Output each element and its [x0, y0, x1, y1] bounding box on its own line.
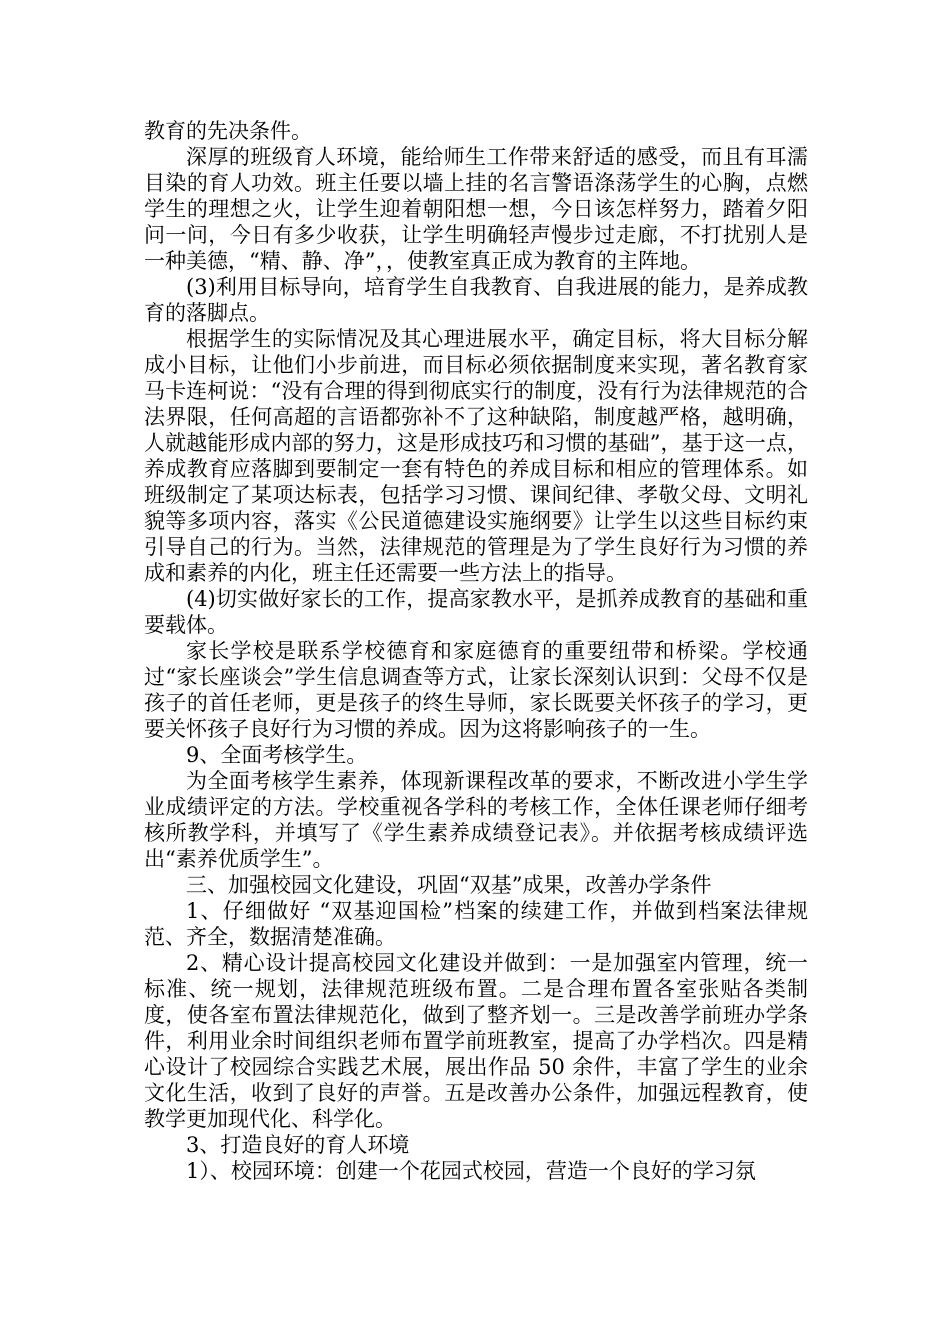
paragraph: 教育的先决条件。 [144, 119, 312, 143]
section-heading: 9、全面考核学生。 [186, 743, 368, 767]
paragraph: 根据学生的实际情况及其心理进展水平，确定目标，将大目标分解成小目标，让他们小步前进，而目标必须依据制度来实现，著名教育家马卡连柯说：“没有合理的得到彻底实行的制度，没有行为法律规范的合法界限，任何高超的言语都弥补不了这种缺陷，制度越严格，越明确，人就越能形成内部的努力，这是形成技巧和习惯的基础”，基于这一点，养成教育应落脚到要制定一套有特色的养成目标和相应的管理体系。如班级制定了某项达标表，包括学习习惯、课间纪律、孝敬父母、文明礼貌等多项内容，落实《公民道德建设实施纲要》让学生以这些目标约束引导自己的行为。当然，法律规范的管理是为了学生良好行为习惯的养成和素养的内化，班主任还需要一些方法上的指导。 [144, 327, 808, 585]
section-heading: 三、加强校园文化建设，巩固“双基”成果，改善办学条件 [186, 873, 712, 897]
paragraph: 为全面考核学生素养，体现新课程改革的要求，不断改进小学生学业成绩评定的方法。学校重视各学科的考核工作，全体任课老师仔细考核所教学科，并填写了《学生素养成绩登记表》。并依据考核成绩评选出“素养优质学生”。 [144, 769, 808, 871]
paragraph: 1、仔细做好 “双基迎国检”档案的续建工作，并做到档案法律规范、齐全，数据清楚准确。 [144, 899, 808, 949]
paragraph: 2、精心设计提高校园文化建设并做到：一是加强室内管理，统一标准、统一规划，法律规范班级布置。二是合理布置各室张贴各类制度，使各室布置法律规范化，做到了整齐划一。三是改善学前班办学条件，利用业余时间组织老师布置学前班教室，提高了办学档次。四是精心设计了校园综合实践艺术展，展出作品 50 余件，丰富了学生的业余文化生活，收到了良好的声誉。五是改善办公条件，加强远程教育，使教学更加现代化、科学化。 [144, 951, 808, 1131]
paragraph: 1）、校园环境：创建一个花园式校园，营造一个良好的学习氛 [186, 1159, 756, 1183]
section-heading: (4)切实做好家长的工作，提高家教水平，是抓养成教育的基础和重要载体。 [144, 587, 808, 637]
section-heading: (3)利用目标导向，培育学生自我教育、自我进展的能力，是养成教育的落脚点。 [144, 275, 808, 325]
section-heading: 3、打造良好的育人环境 [186, 1133, 410, 1157]
paragraph: 家长学校是联系学校德育和家庭德育的重要纽带和桥梁。学校通过“家长座谈会”学生信息调查等方式，让家长深刻认识到：父母不仅是孩子的首任老师，更是孩子的终生导师，家长既要关怀孩子的学习，更要关怀孩子良好行为习惯的养成。因为这将影响孩子的一生。 [144, 639, 808, 741]
paragraph: 深厚的班级育人环境，能给师生工作带来舒适的感受，而且有耳濡目染的育人功效。班主任要以墙上挂的名言警语涤荡学生的心胸，点燃学生的理想之火，让学生迎着朝阳想一想，今日该怎样努力，踏着夕阳问一问，今日有多少收获，让学生明确轻声慢步过走廊，不打扰别人是一种美德，“精、静、净”，，使教室真正成为教育的主阵地。 [144, 145, 808, 273]
document-body [144, 118, 808, 1184]
